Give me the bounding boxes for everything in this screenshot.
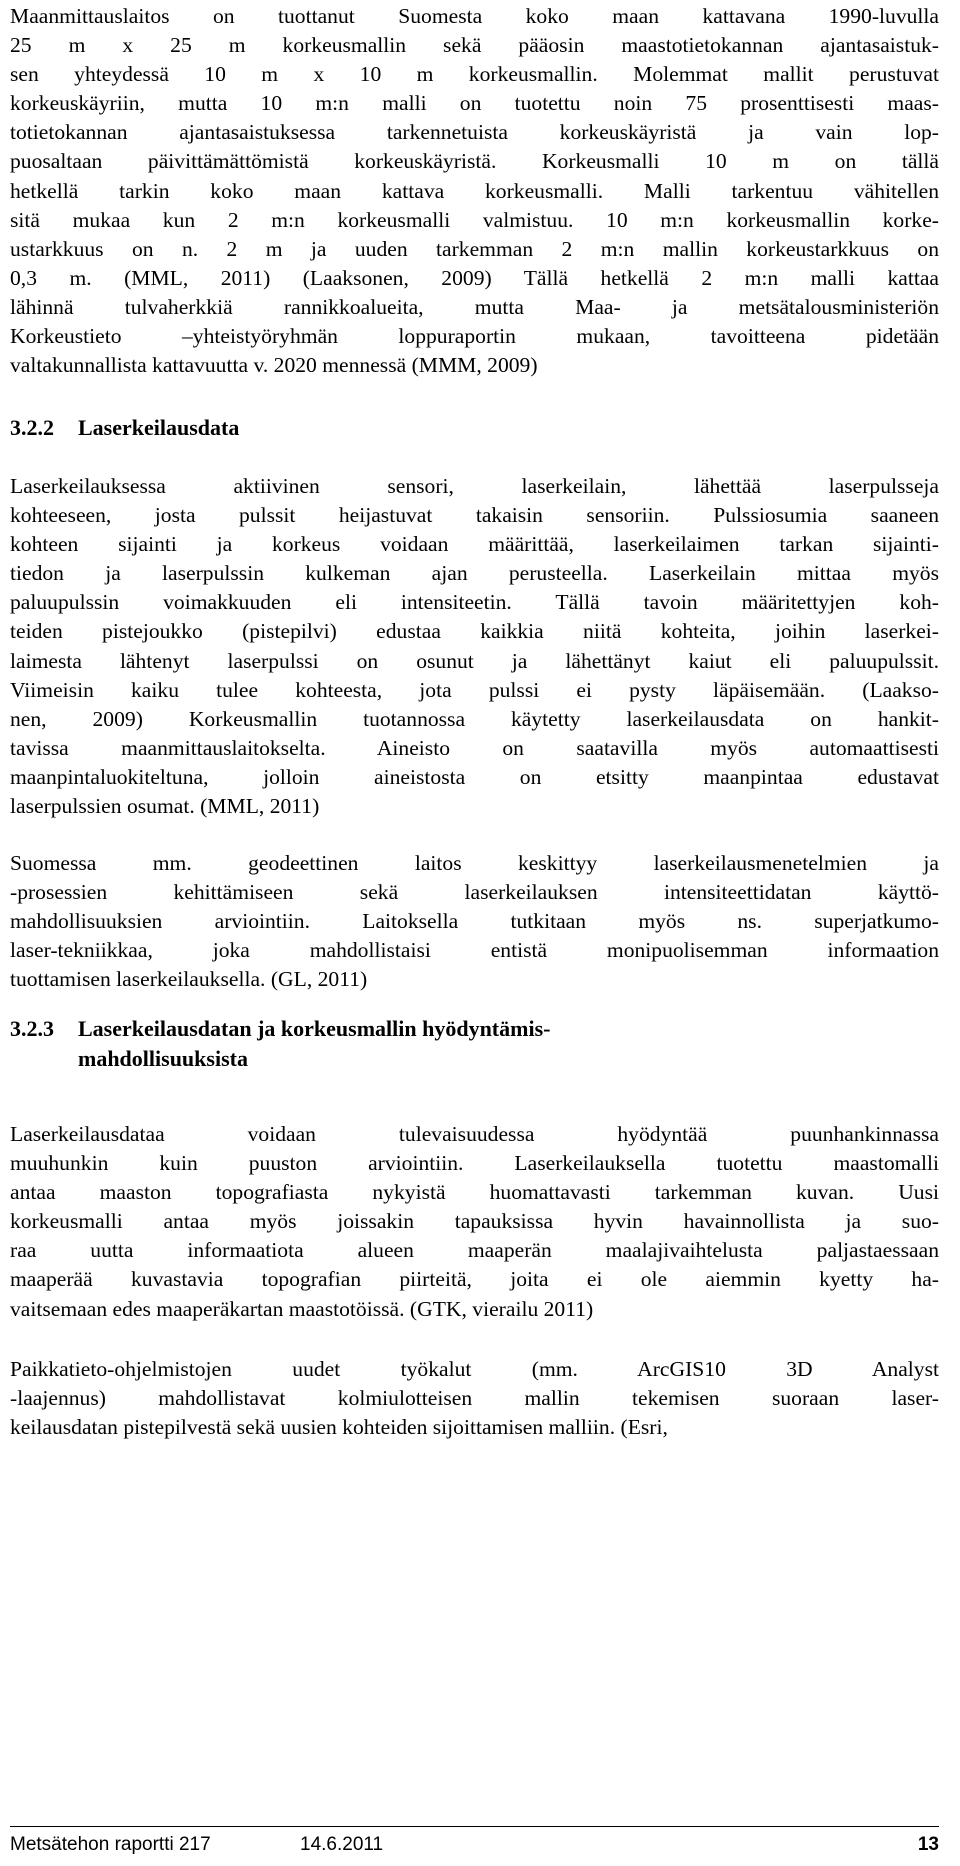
text-line: mahdollisuuksien arviointiin. Laitoksella tutkitaan myös ns. superjatkumo-	[10, 909, 939, 934]
section-heading-3-2-3	[10, 1014, 939, 1074]
paragraph-paikkatieto-ohjelmistot	[10, 1355, 939, 1442]
text-line: laser-tekniikkaa, joka mahdollistaisi entistä monipuolisemman informaation	[10, 938, 939, 963]
text-line: nen, 2009) Korkeusmallin tuotannossa käytetty laserkeilausdata on hankit-	[10, 706, 939, 731]
text-line: 0,3 m. (MML, 2011) (Laaksonen, 2009) Tällä hetkellä 2 m:n malli kattaa	[10, 265, 939, 290]
text-line: maaperää kuvastavia topografian piirteitä, joita ei ole aiemmin kyetty ha-	[10, 1267, 939, 1292]
footer-rule	[10, 1826, 939, 1827]
text-line: valtakunnallista kattavuutta v. 2020 mennessä (MMM, 2009)	[10, 353, 538, 378]
text-line: hetkellä tarkin koko maan kattava korkeusmalli. Malli tarkentuu vähitellen	[10, 178, 939, 203]
paragraph-hyodyntaminen	[10, 1120, 939, 1324]
text-line: Maanmittauslaitos on tuottanut Suomesta koko maan kattavana 1990-luvulla	[10, 4, 939, 28]
text-line: totietokannan ajantasaistuksessa tarkennetuista korkeuskäyristä ja vain lop-	[10, 120, 939, 145]
text-line: korkeuskäyriin, mutta 10 m:n malli on tuotettu noin 75 prosenttisesti maas-	[10, 91, 939, 116]
text-line: tuottamisen laserkeilauksella. (GL, 2011)	[10, 967, 368, 992]
text-line: Suomessa mm. geodeettinen laitos keskittyy laserkeilausmenetelmien ja	[10, 851, 939, 875]
text-line: maanpintaluokiteltuna, jolloin aineistosta on etsitty maanpintaa edustavat	[10, 764, 939, 789]
text-line: sitä mukaa kun 2 m:n korkeusmalli valmistuu. 10 m:n korkeusmallin korke-	[10, 207, 939, 232]
page-number: 13	[917, 1834, 939, 1855]
text-line: lähinnä tulvaherkkiä rannikkoalueita, mutta Maa- ja metsätalousministeriön	[10, 294, 939, 319]
text-line: Laserkeilausdataa voidaan tulevaisuudessa hyödyntää puunhankinnassa	[10, 1122, 939, 1146]
text-line: puosaltaan päivittämättömistä korkeuskäyristä. Korkeusmalli 10 m on tällä	[10, 149, 939, 174]
text-line: raa uutta informaatiota alueen maaperän maalajivaihtelusta paljastaessaan	[10, 1238, 939, 1263]
paragraph-laserkeilaus	[10, 472, 939, 821]
text-line: muuhunkin kuin puuston arviointiin. Laserkeilauksella tuotettu maastomalli	[10, 1151, 939, 1176]
text-line: Paikkatieto-ohjelmistojen uudet työkalut (mm. ArcGIS10 3D Analyst	[10, 1357, 939, 1381]
text-line: laimesta lähtenyt laserpulssi on osunut ja lähettänyt kaiut eli paluupulssit.	[10, 648, 939, 673]
section-number: 3.2.2	[10, 415, 54, 440]
text-line: -prosessien kehittämiseen sekä laserkeilauksen intensiteettidatan käyttö-	[10, 880, 939, 905]
text-line: tavissa maanmittauslaitokselta. Aineisto on saatavilla myös automaattisesti	[10, 735, 939, 760]
text-line: kohteen sijainti ja korkeus voidaan määrittää, laserkeilaimen tarkan sijainti-	[10, 532, 939, 557]
section-heading-3-2-2	[10, 413, 939, 443]
section-title-line: Laserkeilausdata	[78, 415, 240, 440]
text-line: Korkeustieto –yhteistyöryhmän loppuraportin mukaan, tavoitteena pidetään	[10, 324, 939, 349]
text-line: -laajennus) mahdollistavat kolmiulotteisen mallin tekemisen suoraan laser-	[10, 1386, 939, 1411]
text-line: tiedon ja laserpulssin kulkeman ajan perusteella. Laserkeilain mittaa myös	[10, 561, 939, 586]
section-title	[78, 413, 239, 443]
text-line: sen yhteydessä 10 m x 10 m korkeusmallin. Molemmat mallit perustuvat	[10, 62, 939, 87]
text-line: 25 m x 25 m korkeusmallin sekä pääosin maastotietokannan ajantasaistuk-	[10, 33, 939, 58]
section-title-line: Laserkeilausdatan ja korkeusmallin hyödyntämis-	[78, 1016, 551, 1041]
paragraph-geodeettinen-laitos	[10, 849, 939, 994]
text-line: ustarkkuus on n. 2 m ja uuden tarkemman 2 m:n mallin korkeustarkkuus on	[10, 236, 939, 261]
section-number: 3.2.3	[10, 1016, 54, 1041]
text-line: keilausdatan pistepilvestä sekä uusien kohteiden sijoittamisen malliin. (Esri,	[10, 1415, 668, 1440]
text-line: Laserkeilauksessa aktiivinen sensori, laserkeilain, lähettää laserpulsseja	[10, 474, 939, 498]
text-line: korkeusmalli antaa myös joissakin tapauksissa hyvin havainnollista ja suo-	[10, 1209, 939, 1234]
text-line: laserpulssien osumat. (MML, 2011)	[10, 794, 320, 819]
text-line: teiden pistejoukko (pistepilvi) edustaa kaikkia niitä kohteita, joihin laserkei-	[10, 619, 939, 644]
text-line: Viimeisin kaiku tulee kohteesta, jota pulssi ei pysty läpäisemään. (Laakso-	[10, 677, 939, 702]
footer-publication: Metsätehon raportti 217	[10, 1834, 211, 1855]
text-line: paluupulssin voimakkuuden eli intensiteetin. Tällä tavoin määritettyjen koh-	[10, 590, 939, 615]
section-title	[78, 1014, 550, 1074]
text-line: vaitsemaan edes maaperäkartan maastotöissä. (GTK, vierailu 2011)	[10, 1296, 594, 1321]
section-title-line: mahdollisuuksista	[78, 1046, 248, 1071]
text-line: kohteeseen, josta pulssit heijastuvat takaisin sensoriin. Pulssiosumia saaneen	[10, 503, 939, 528]
page-footer	[10, 1831, 939, 1859]
text-line: antaa maaston topografiasta nykyistä huomattavasti tarkemman kuvan. Uusi	[10, 1180, 939, 1205]
footer-date: 14.6.2011	[300, 1834, 384, 1855]
paragraph-korkeusmallit	[10, 2, 939, 380]
